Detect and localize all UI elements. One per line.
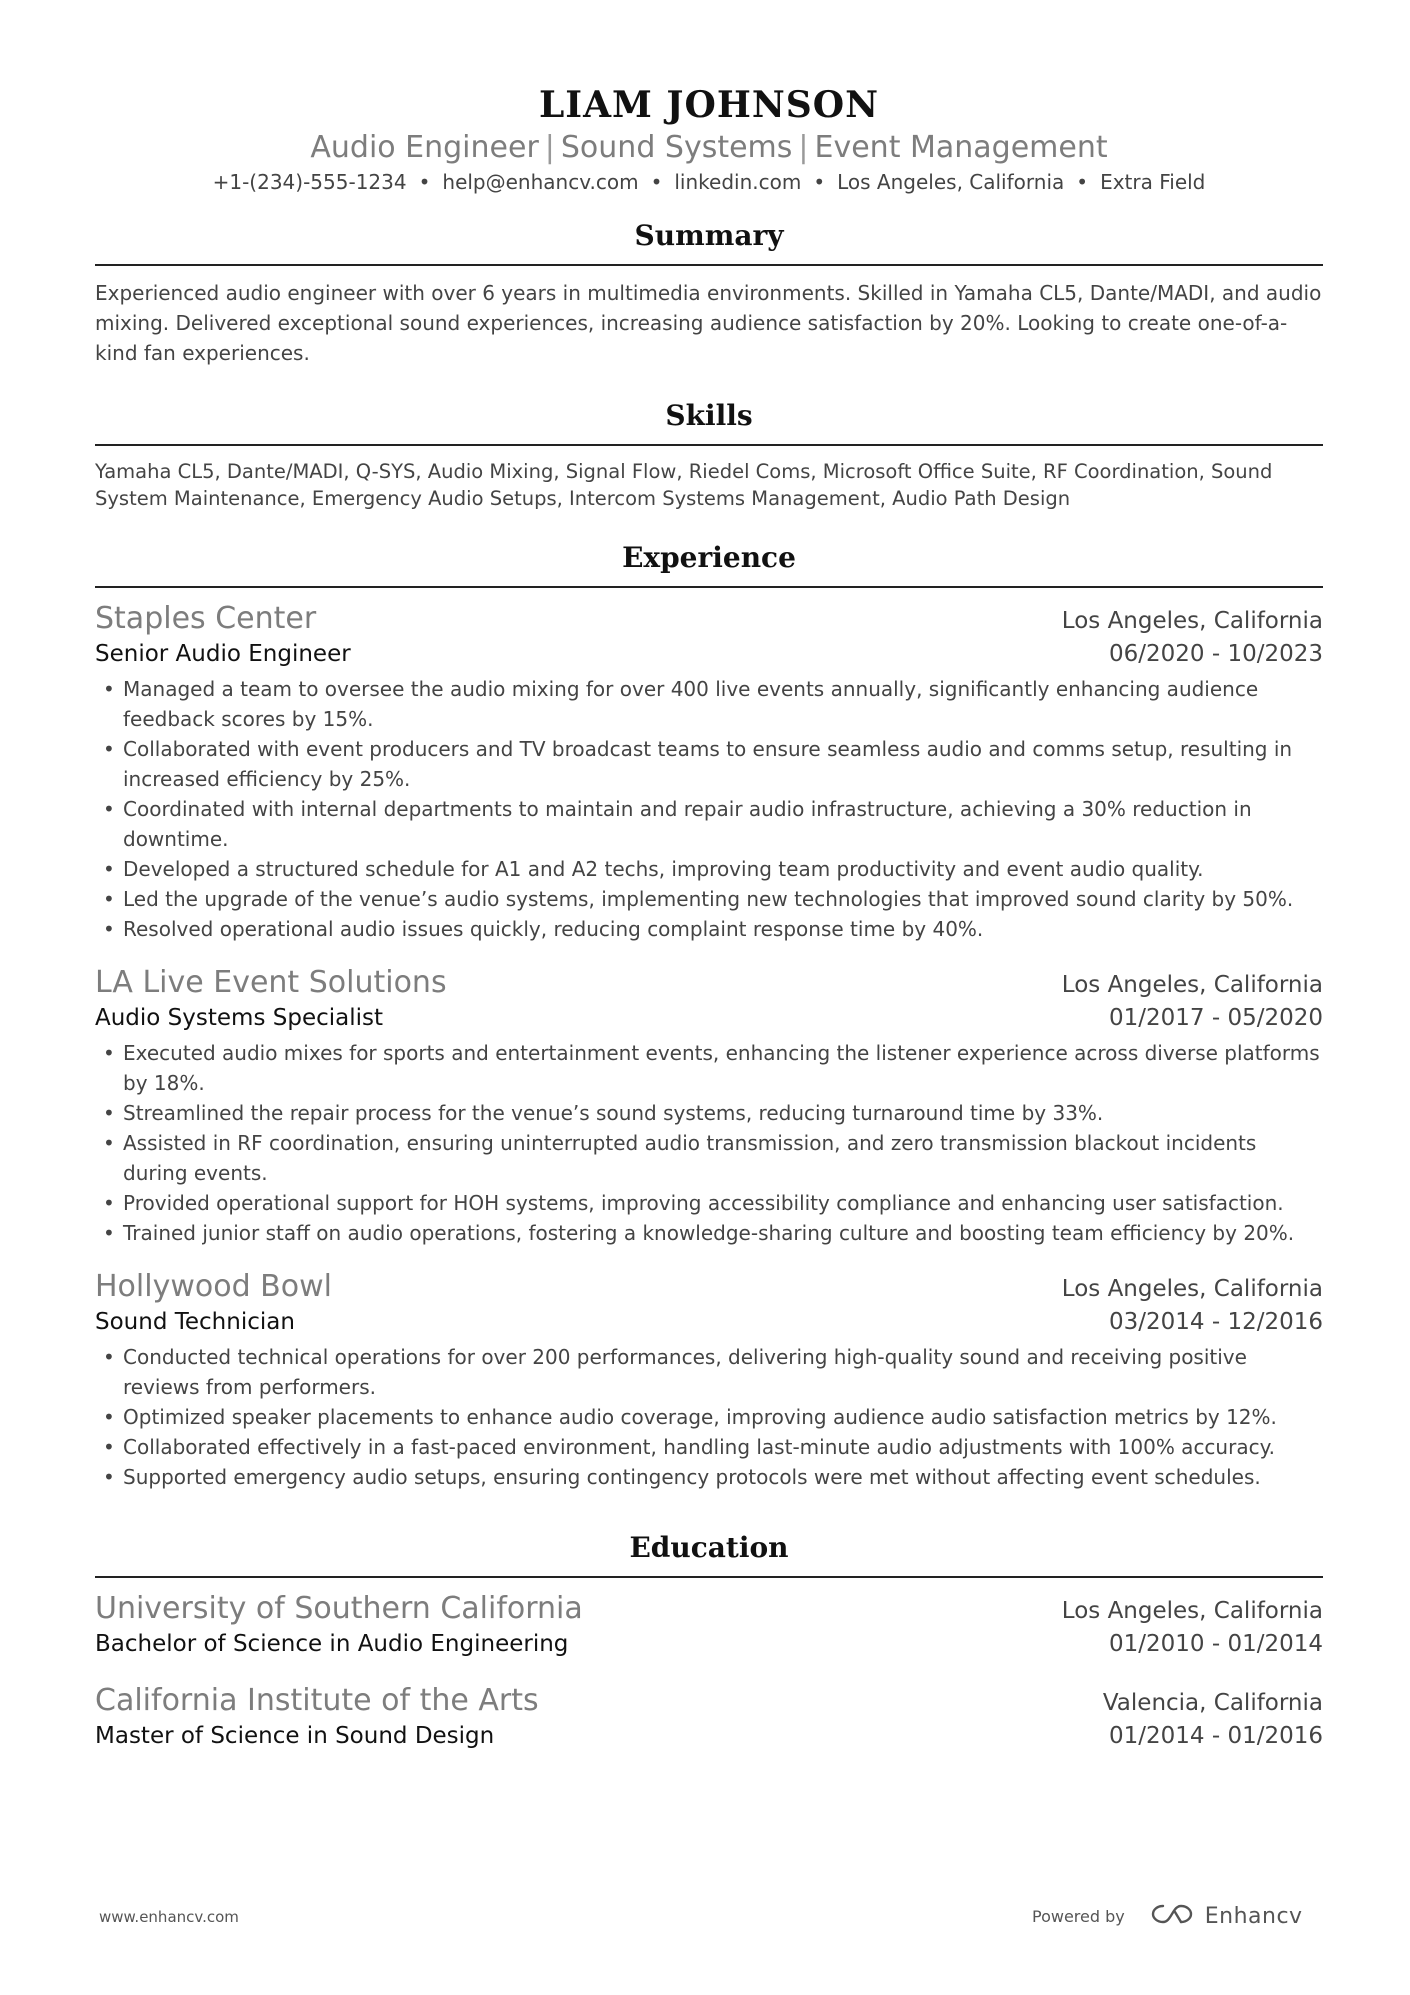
company-name: Hollywood Bowl <box>95 1269 332 1304</box>
list-item: • Coordinated with internal departments to maintain and repair audio infrastructure, achieving a 30% reduction in downtime. <box>95 794 1323 854</box>
bullet-separator: • <box>813 170 826 194</box>
list-item: • Led the upgrade of the venue’s audio systems, implementing new technologies that improved sound clarity by 50%. <box>95 884 1323 914</box>
experience-section <box>95 540 1323 1492</box>
job-location: Los Angeles, California <box>1061 608 1323 634</box>
job-header-row <box>95 1268 1323 1306</box>
phone: +1-(234)-555-1234 <box>212 170 407 194</box>
job-dates: 06/2020 - 10/2023 <box>1108 641 1323 667</box>
candidate-name: LIAM JOHNSON <box>538 84 880 126</box>
job-entry <box>95 964 1323 1248</box>
job-location: Los Angeles, California <box>1061 1276 1323 1302</box>
list-item: • Optimized speaker placements to enhance audio coverage, improving audience audio satisfaction metrics by 12%. <box>95 1402 1323 1432</box>
list-item: • Supported emergency audio setups, ensuring contingency protocols were met without affecting event schedules. <box>95 1462 1323 1492</box>
section-heading: Education <box>95 1530 1323 1578</box>
job-header-row <box>95 964 1323 1002</box>
title-part: Sound Systems <box>560 130 793 165</box>
degree-row <box>95 1720 1323 1752</box>
list-item: • Collaborated with event producers and TV broadcast teams to ensure seamless audio and comms setup, resulting in increased efficiency by 25%. <box>95 734 1323 794</box>
education-dates: 01/2014 - 01/2016 <box>1108 1723 1323 1749</box>
title-separator: | <box>544 130 555 165</box>
education-section <box>95 1530 1323 1752</box>
job-bullets <box>95 674 1323 944</box>
title-part: Audio Engineer <box>310 130 539 165</box>
section-heading: Skills <box>95 398 1323 446</box>
job-entry <box>95 1268 1323 1492</box>
title-part: Event Management <box>814 130 1108 165</box>
resume-page <box>95 0 1323 1752</box>
title-separator: | <box>798 130 809 165</box>
job-bullets <box>95 1342 1323 1492</box>
bullet-separator: • <box>650 170 663 194</box>
section-heading: Experience <box>95 540 1323 588</box>
brand-name: Enhancv <box>1204 1903 1303 1929</box>
job-role-row <box>95 1002 1323 1034</box>
job-role: Senior Audio Engineer <box>95 641 351 667</box>
job-role: Sound Technician <box>95 1309 295 1335</box>
list-item: • Provided operational support for HOH systems, improving accessibility compliance and enhancing user satisfaction. <box>95 1188 1323 1218</box>
job-bullets <box>95 1038 1323 1248</box>
email-link[interactable]: help@enhancv.com <box>442 170 639 194</box>
list-item: • Collaborated effectively in a fast-paced environment, handling last-minute audio adjustments with 100% accuracy. <box>95 1432 1323 1462</box>
powered-by-label: Powered by <box>1032 1906 1125 1926</box>
skills-section <box>95 398 1323 512</box>
degree: Bachelor of Science in Audio Engineering <box>95 1631 569 1657</box>
footer-website-link[interactable]: www.enhancv.com <box>99 1908 239 1926</box>
contact-line <box>95 168 1323 196</box>
school-header-row <box>95 1590 1323 1628</box>
education-dates: 01/2010 - 01/2014 <box>1108 1631 1323 1657</box>
school-location: Los Angeles, California <box>1061 1598 1323 1624</box>
job-dates: 01/2017 - 05/2020 <box>1108 1005 1323 1031</box>
enhancv-logo-icon <box>1149 1902 1195 1930</box>
linkedin-link[interactable]: linkedin.com <box>674 170 802 194</box>
skills-text: Yamaha CL5, Dante/MADI, Q-SYS, Audio Mixing, Signal Flow, Riedel Coms, Microsoft Office Suite, RF Coordination, Sound System Maintenance, Emergency Audio Setups, Intercom Systems Management, Audio Path Design <box>95 460 1273 510</box>
extra-field: Extra Field <box>1100 170 1206 194</box>
education-entry <box>95 1682 1323 1752</box>
school-name: University of Southern California <box>95 1591 583 1626</box>
degree: Master of Science in Sound Design <box>95 1723 495 1749</box>
bullet-separator: • <box>1076 170 1089 194</box>
resume-header <box>95 0 1323 196</box>
summary-text: Experienced audio engineer with over 6 years in multimedia environments. Skilled in Yamaha CL5, Dante/MADI, and audio mixing. Delivered exceptional sound experiences, increasing audience satisfaction by 20%. Looking to create one-of-a-kind fan experiences. <box>95 281 1322 365</box>
section-heading: Summary <box>95 218 1323 266</box>
bullet-separator: • <box>418 170 431 194</box>
list-item: • Resolved operational audio issues quickly, reducing complaint response time by 40%. <box>95 914 1323 944</box>
brand <box>1149 1902 1303 1930</box>
list-item: • Assisted in RF coordination, ensuring uninterrupted audio transmission, and zero transmission blackout incidents during events. <box>95 1128 1323 1188</box>
company-name: Staples Center <box>95 601 317 636</box>
summary-section <box>95 218 1323 368</box>
location: Los Angeles, California <box>837 170 1065 194</box>
list-item: • Managed a team to oversee the audio mixing for over 400 live events annually, significantly enhancing audience feedback scores by 15%. <box>95 674 1323 734</box>
job-entry <box>95 600 1323 944</box>
job-location: Los Angeles, California <box>1061 972 1323 998</box>
education-entry <box>95 1590 1323 1660</box>
list-item: • Streamlined the repair process for the venue’s sound systems, reducing turnaround time by 33%. <box>95 1098 1323 1128</box>
list-item: • Conducted technical operations for over 200 performances, delivering high-quality sound and receiving positive reviews from performers. <box>95 1342 1323 1402</box>
list-item: • Executed audio mixes for sports and entertainment events, enhancing the listener experience across diverse platforms by 18%. <box>95 1038 1323 1098</box>
job-header-row <box>95 600 1323 638</box>
school-location: Valencia, California <box>1102 1690 1323 1716</box>
footer-powered-by[interactable] <box>1032 1899 1303 1933</box>
job-role-row <box>95 1306 1323 1338</box>
list-item: • Trained junior staff on audio operations, fostering a knowledge-sharing culture and boosting team efficiency by 20%. <box>95 1218 1323 1248</box>
job-role-row <box>95 638 1323 670</box>
job-role: Audio Systems Specialist <box>95 1005 384 1031</box>
school-name: California Institute of the Arts <box>95 1683 539 1718</box>
list-item: • Developed a structured schedule for A1 and A2 techs, improving team productivity and event audio quality. <box>95 854 1323 884</box>
job-dates: 03/2014 - 12/2016 <box>1108 1309 1323 1335</box>
degree-row <box>95 1628 1323 1660</box>
school-header-row <box>95 1682 1323 1720</box>
company-name: LA Live Event Solutions <box>95 965 447 1000</box>
candidate-titles <box>95 128 1323 168</box>
